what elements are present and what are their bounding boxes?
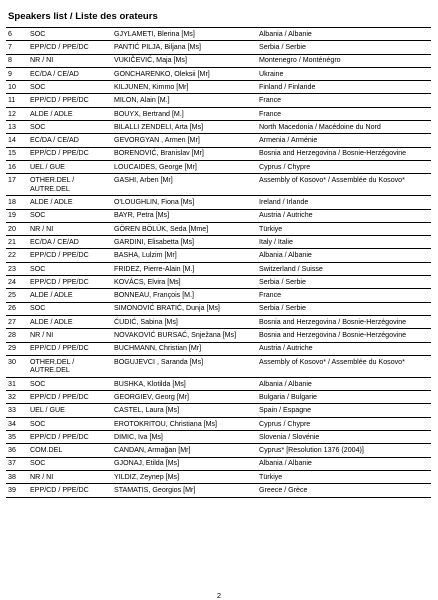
political-group: SOC: [28, 81, 112, 94]
speaker-name: GJYLAMETI, Blerina [Ms]: [112, 28, 257, 41]
speaker-name: BONNEAU, François [M.]: [112, 289, 257, 302]
speaker-order-number: 9: [6, 67, 28, 80]
country: Switzerland / Suisse: [257, 262, 431, 275]
speaker-name: GJONAJ, Etilda [Ms]: [112, 457, 257, 470]
speaker-order-number: 20: [6, 222, 28, 235]
speaker-name: GÖREN BÖLÜK, Seda [Mme]: [112, 222, 257, 235]
political-group: ALDE / ADLE: [28, 289, 112, 302]
speaker-order-number: 11: [6, 94, 28, 107]
political-group: EPP/CD / PPE/DC: [28, 276, 112, 289]
speaker-name: CASTEL, Laura [Ms]: [112, 404, 257, 417]
table-row: [6, 249, 431, 262]
speaker-order-number: 23: [6, 262, 28, 275]
political-group: EPP/CD / PPE/DC: [28, 249, 112, 262]
table-row: [6, 302, 431, 315]
table-row: [6, 209, 431, 222]
speaker-order-number: 33: [6, 404, 28, 417]
table-row: [6, 54, 431, 67]
political-group: NR / NI: [28, 54, 112, 67]
table-row: [6, 94, 431, 107]
country: Spain / Espagne: [257, 404, 431, 417]
speakers-table-body: [6, 28, 431, 498]
country: Albania / Albanie: [257, 457, 431, 470]
table-row: [6, 121, 431, 134]
speaker-name: O'LOUGHLIN, Fiona [Ms]: [112, 196, 257, 209]
table-row: [6, 222, 431, 235]
speaker-order-number: 28: [6, 329, 28, 342]
speaker-order-number: 37: [6, 457, 28, 470]
speaker-name: DIMIC, Iva [Ms]: [112, 431, 257, 444]
table-row: [6, 67, 431, 80]
country: Finland / Finlande: [257, 81, 431, 94]
speaker-name: BASHA, Lulzim [Mr]: [112, 249, 257, 262]
political-group: EPP/CD / PPE/DC: [28, 147, 112, 160]
speaker-order-number: 10: [6, 81, 28, 94]
speaker-order-number: 25: [6, 289, 28, 302]
country: Armenia / Arménie: [257, 134, 431, 147]
political-group: SOC: [28, 302, 112, 315]
speaker-order-number: 22: [6, 249, 28, 262]
country: Türkiye: [257, 470, 431, 483]
political-group: UEL / GUE: [28, 160, 112, 173]
speaker-order-number: 31: [6, 377, 28, 390]
country: Montenegro / Monténégro: [257, 54, 431, 67]
country: France: [257, 94, 431, 107]
speaker-order-number: 38: [6, 470, 28, 483]
country: Ireland / Irlande: [257, 196, 431, 209]
speaker-order-number: 14: [6, 134, 28, 147]
table-row: [6, 41, 431, 54]
country: Cyprus / Chypre: [257, 160, 431, 173]
country: Türkiye: [257, 222, 431, 235]
speaker-order-number: 19: [6, 209, 28, 222]
political-group: SOC: [28, 28, 112, 41]
speaker-order-number: 6: [6, 28, 28, 41]
country: Austria / Autriche: [257, 342, 431, 355]
speaker-name: BORENOVIĆ, Branislav [Mr]: [112, 147, 257, 160]
speaker-order-number: 24: [6, 276, 28, 289]
political-group: EPP/CD / PPE/DC: [28, 41, 112, 54]
speaker-name: ĆUDIĆ, Sabina [Ms]: [112, 315, 257, 328]
table-row: [6, 431, 431, 444]
speaker-name: YILDIZ, Zeynep [Ms]: [112, 470, 257, 483]
speaker-name: FRIDEZ, Pierre-Alain [M.]: [112, 262, 257, 275]
speaker-order-number: 18: [6, 196, 28, 209]
table-row: [6, 484, 431, 497]
speaker-name: MILON, Alain [M.]: [112, 94, 257, 107]
country: Greece / Grèce: [257, 484, 431, 497]
political-group: EPP/CD / PPE/DC: [28, 391, 112, 404]
speaker-name: BAYR, Petra [Ms]: [112, 209, 257, 222]
table-row: [6, 470, 431, 483]
table-row: [6, 262, 431, 275]
country: Slovenia / Slovénie: [257, 431, 431, 444]
speaker-order-number: 12: [6, 107, 28, 120]
speaker-order-number: 35: [6, 431, 28, 444]
political-group: OTHER.DEL / AUTRE.DEL: [28, 174, 112, 196]
political-group: NR / NI: [28, 470, 112, 483]
speaker-name: PANTIĆ PILJA, Biljana [Ms]: [112, 41, 257, 54]
speaker-name: BOUYX, Bertrand [M.]: [112, 107, 257, 120]
political-group: EPP/CD / PPE/DC: [28, 484, 112, 497]
table-row: [6, 289, 431, 302]
table-row: [6, 444, 431, 457]
country: Austria / Autriche: [257, 209, 431, 222]
speaker-name: GARDINI, Elisabetta [Ms]: [112, 236, 257, 249]
table-row: [6, 417, 431, 430]
table-row: [6, 196, 431, 209]
country: Albania / Albanie: [257, 28, 431, 41]
speaker-order-number: 32: [6, 391, 28, 404]
speaker-order-number: 34: [6, 417, 28, 430]
speaker-order-number: 8: [6, 54, 28, 67]
speaker-order-number: 13: [6, 121, 28, 134]
speaker-order-number: 30: [6, 355, 28, 377]
speaker-order-number: 16: [6, 160, 28, 173]
country: France: [257, 107, 431, 120]
country: Ukraine: [257, 67, 431, 80]
political-group: OTHER.DEL / AUTRE.DEL: [28, 355, 112, 377]
speakers-table: [6, 27, 431, 498]
country: Albania / Albanie: [257, 377, 431, 390]
speaker-name: BOGUJEVCI , Saranda [Ms]: [112, 355, 257, 377]
speaker-name: EROTOKRITOU, Christiana [Ms]: [112, 417, 257, 430]
table-row: [6, 81, 431, 94]
political-group: ALDE / ADLE: [28, 315, 112, 328]
speaker-name: BUSHKA, Klotilda [Ms]: [112, 377, 257, 390]
speaker-order-number: 26: [6, 302, 28, 315]
political-group: SOC: [28, 417, 112, 430]
country: Serbia / Serbie: [257, 276, 431, 289]
speaker-name: BILALLI ZENDELI, Arta [Ms]: [112, 121, 257, 134]
speaker-name: CANDAN, Armağan [Mr]: [112, 444, 257, 457]
page-title: Speakers list / Liste des orateurs: [8, 11, 158, 22]
speaker-order-number: 17: [6, 174, 28, 196]
speaker-order-number: 27: [6, 315, 28, 328]
speaker-name: SIMONOVIĆ BRATIĆ, Dunja [Ms]: [112, 302, 257, 315]
political-group: EC/DA / CE/AD: [28, 236, 112, 249]
speaker-name: STAMATIS, Georgios [Mr]: [112, 484, 257, 497]
country: Albania / Albanie: [257, 249, 431, 262]
country: Serbia / Serbie: [257, 302, 431, 315]
speaker-order-number: 7: [6, 41, 28, 54]
political-group: COM.DEL: [28, 444, 112, 457]
speaker-name: GEORGIEV, Georg [Mr]: [112, 391, 257, 404]
country: North Macedonia / Macédoine du Nord: [257, 121, 431, 134]
country: Cyprus* [Resolution 1376 (2004)]: [257, 444, 431, 457]
table-row: [6, 457, 431, 470]
political-group: ALDE / ADLE: [28, 107, 112, 120]
table-row: [6, 160, 431, 173]
speaker-order-number: 36: [6, 444, 28, 457]
table-row: [6, 329, 431, 342]
table-row: [6, 276, 431, 289]
table-row: [6, 107, 431, 120]
speaker-name: GEVORGYAN , Armen [Mr]: [112, 134, 257, 147]
political-group: EPP/CD / PPE/DC: [28, 431, 112, 444]
speaker-name: KILJUNEN, Kimmo [Mr]: [112, 81, 257, 94]
speaker-name: GASHI, Arben [Mr]: [112, 174, 257, 196]
political-group: SOC: [28, 121, 112, 134]
country: Bosnia and Herzegovina / Bosnie-Herzégovine: [257, 329, 431, 342]
political-group: ALDE / ADLE: [28, 196, 112, 209]
country: Bosnia and Herzegovina / Bosnie-Herzégovine: [257, 147, 431, 160]
country: Serbia / Serbie: [257, 41, 431, 54]
political-group: NR / NI: [28, 329, 112, 342]
table-row: [6, 391, 431, 404]
speaker-order-number: 29: [6, 342, 28, 355]
political-group: EC/DA / CE/AD: [28, 134, 112, 147]
table-row: [6, 236, 431, 249]
speaker-order-number: 39: [6, 484, 28, 497]
political-group: EC/DA / CE/AD: [28, 67, 112, 80]
page-number: 2: [216, 591, 222, 600]
political-group: UEL / GUE: [28, 404, 112, 417]
table-row: [6, 404, 431, 417]
political-group: SOC: [28, 209, 112, 222]
country: Bulgaria / Bulgarie: [257, 391, 431, 404]
table-row: [6, 28, 431, 41]
political-group: EPP/CD / PPE/DC: [28, 342, 112, 355]
speaker-order-number: 15: [6, 147, 28, 160]
country: Bosnia and Herzegovina / Bosnie-Herzégovine: [257, 315, 431, 328]
speaker-name: GONCHARENKO, Oleksii [Mr]: [112, 67, 257, 80]
table-row: [6, 134, 431, 147]
political-group: SOC: [28, 262, 112, 275]
country: France: [257, 289, 431, 302]
political-group: SOC: [28, 377, 112, 390]
country: Italy / Italie: [257, 236, 431, 249]
table-row: [6, 377, 431, 390]
country: Cyprus / Chypre: [257, 417, 431, 430]
table-row: [6, 355, 431, 377]
speaker-name: KOVÁCS, Elvira [Ms]: [112, 276, 257, 289]
table-row: [6, 174, 431, 196]
speaker-name: LOUCAIDES, George [Mr]: [112, 160, 257, 173]
speaker-name: VUKIČEVIĆ, Maja [Ms]: [112, 54, 257, 67]
table-row: [6, 315, 431, 328]
speaker-name: NOVAKOVIĆ BURSAĆ, Snježana [Ms]: [112, 329, 257, 342]
table-row: [6, 147, 431, 160]
political-group: NR / NI: [28, 222, 112, 235]
country: Assembly of Kosovo* / Assemblée du Kosovo*: [257, 174, 431, 196]
table-row: [6, 342, 431, 355]
speaker-name: BUCHMANN, Christian [Mr]: [112, 342, 257, 355]
political-group: EPP/CD / PPE/DC: [28, 94, 112, 107]
political-group: SOC: [28, 457, 112, 470]
country: Assembly of Kosovo* / Assemblée du Kosovo*: [257, 355, 431, 377]
speaker-order-number: 21: [6, 236, 28, 249]
